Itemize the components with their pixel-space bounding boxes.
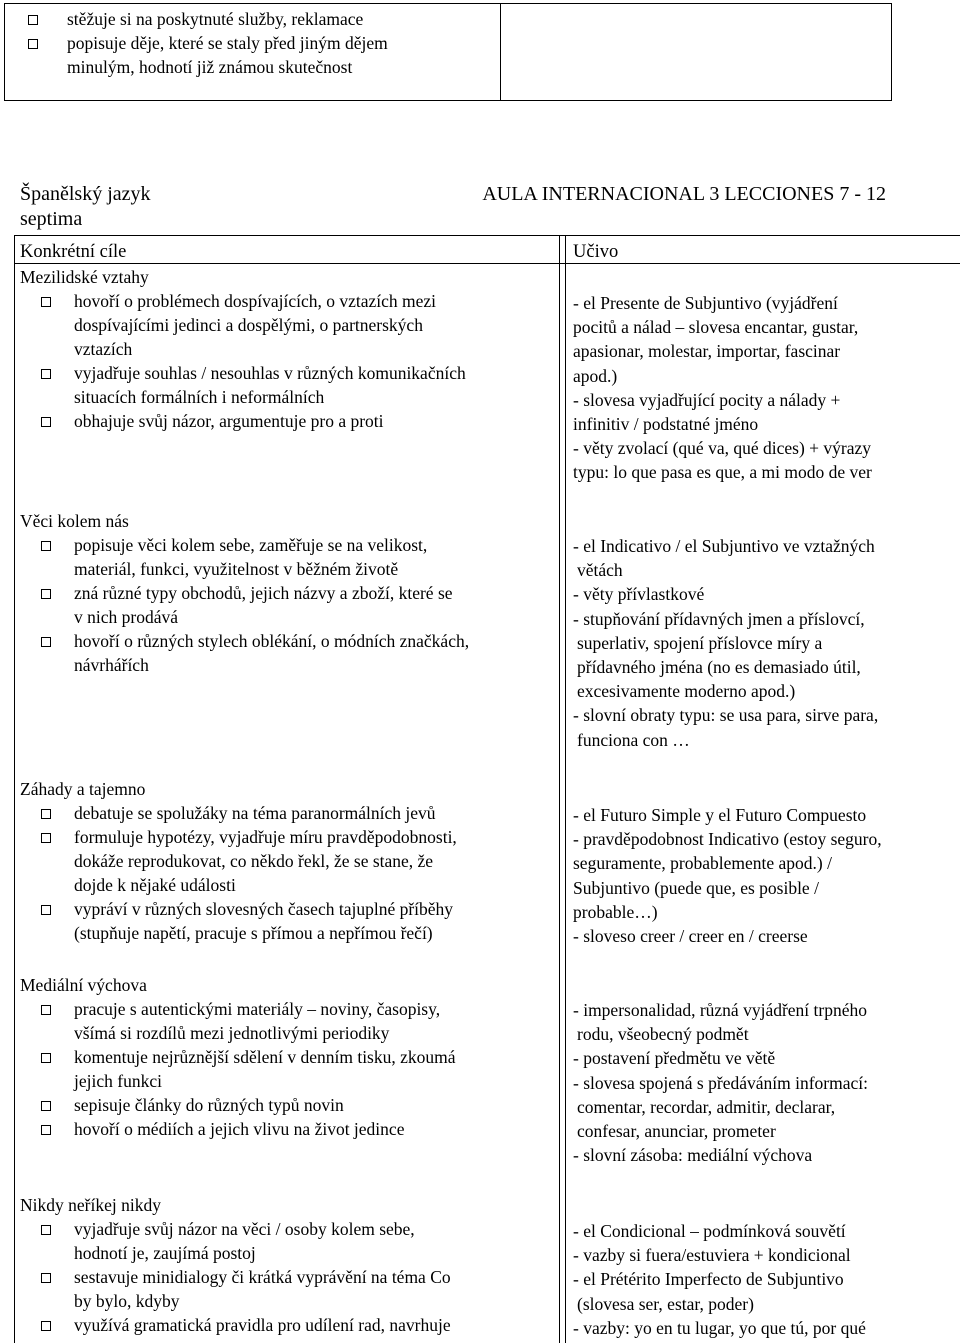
content-line: - el Presente de Subjuntivo (vyjádření — [573, 293, 838, 313]
list-item-line: dojde k nějaké události — [74, 875, 236, 895]
content-line: infinitiv / podstatné jméno — [573, 414, 759, 435]
list-item-line: komentuje nejrůznější sdělení v denním tisku, zkoumá — [74, 1047, 456, 1067]
column-header-content: Učivo — [573, 242, 619, 262]
content-line: větách — [577, 560, 623, 581]
content-line: - věty zvolací (qué va, qué dices) + výrazy — [573, 438, 872, 459]
content-line: Subjuntivo (puede que, es posible / — [573, 877, 819, 898]
section-title: Mezilidské vztahy — [20, 267, 149, 287]
list-item-line: využívá gramatická pravidla pro udílení rad, navrhuje — [74, 1315, 451, 1335]
list-item — [20, 1117, 545, 1141]
content-medialni-vychova — [573, 998, 948, 1167]
list-item — [20, 581, 545, 629]
list-item-line: (stupňuje napětí, pracuje s přímou a nepřímou řečí) — [74, 923, 433, 943]
checkbox-bullet-icon — [41, 589, 51, 599]
checkbox-bullet-icon — [28, 39, 38, 49]
section-title: Věci kolem nás — [20, 511, 129, 531]
list-item-line: sestavuje minidialogy či krátká vyprávění na téma Co — [74, 1267, 451, 1287]
content-line: - pravděpodobnost Indicativo (estoy seguro, — [573, 829, 882, 850]
content-line: confesar, anunciar, prometer — [577, 1121, 776, 1142]
section-title: Mediální výchova — [20, 975, 147, 995]
content-mezilidske-vztahy — [573, 291, 948, 485]
content-line: - slovní obraty typu: se usa para, sirve para, — [573, 705, 879, 726]
checkbox-bullet-icon — [41, 1125, 51, 1135]
content-line: seguramente, probablemente apod.) / — [573, 853, 832, 874]
subject-title: Španělský jazyk — [20, 183, 151, 205]
list-item-continuation — [5, 55, 485, 79]
top-table — [4, 3, 892, 101]
content-line: - vazby si fuera/estuviera + kondicional — [573, 1245, 851, 1266]
list-item — [20, 1045, 545, 1093]
list-item-line: obhajuje svůj názor, argumentuje pro a proti — [74, 411, 384, 431]
list-item-line: hovoří o různých stylech oblékání, o módních značkách, — [74, 631, 470, 651]
content-line: (slovesa ser, estar, poder) — [577, 1293, 754, 1314]
section-nikdy-nerikej-nikdy — [20, 1193, 545, 1337]
list-item-line: jejich funkci — [74, 1071, 162, 1091]
content-line: - el Futuro Simple y el Futuro Compuesto — [573, 805, 867, 825]
content-line: rodu, všeobecný podmět — [577, 1024, 749, 1045]
section-title: Záhady a tajemno — [20, 779, 146, 799]
content-line: - věty přívlastkové — [573, 584, 705, 605]
list-item-text: stěžuje si na poskytnuté služby, reklamace — [67, 9, 364, 29]
list-item — [20, 409, 545, 433]
header-row-divider — [14, 263, 960, 264]
list-item-line: vyjadřuje svůj názor na věci / osoby kolem sebe, — [74, 1219, 415, 1239]
list-item-line: popisuje věci kolem sebe, zaměřuje se na velikost, — [74, 535, 428, 555]
content-line: - stupňování přídavných jmen a příslovcí, — [573, 608, 865, 629]
list-item-line: situacích formálních i neformálních — [74, 387, 325, 407]
section-mezilidske-vztahy — [20, 265, 545, 433]
checkbox-bullet-icon — [41, 1005, 51, 1015]
list-item — [20, 897, 545, 945]
list-item-line: pracuje s autentickými materiály – noviny, časopisy, — [74, 999, 441, 1019]
list-item-line: vyjadřuje souhlas / nesouhlas v různých komunikačních — [74, 363, 466, 383]
checkbox-bullet-icon — [41, 1321, 51, 1331]
content-line: pocitů a nálad – slovesa encantar, gustar, — [573, 317, 859, 338]
content-line: - slovesa spojená s předáváním informací: — [573, 1072, 868, 1093]
content-line: probable…) — [573, 901, 658, 922]
checkbox-bullet-icon — [41, 1273, 51, 1283]
top-bullet-list — [5, 7, 485, 79]
list-item-line: formuluje hypotézy, vyjadřuje míru pravděpodobnosti, — [74, 827, 457, 847]
content-line: superlativ, spojení příslovce míry a — [577, 632, 823, 653]
list-item-line: sepisuje články do různých typů novin — [74, 1095, 344, 1115]
list-item-text: minulým, hodnotí již známou skutečnost — [67, 57, 353, 77]
content-line: - impersonalidad, různá vyjádření trpného — [573, 1000, 867, 1020]
content-line: přídavného jména (no es demasiado útil, — [577, 657, 861, 678]
content-line: apod.) — [573, 365, 618, 386]
grade-label: septima — [20, 208, 83, 230]
checkbox-bullet-icon — [41, 637, 51, 647]
section-veci-kolem-nas — [20, 509, 545, 677]
content-line: - vazby: yo en tu lugar, yo que tú, por qué — [573, 1317, 866, 1338]
content-line: - postavení předmětu ve větě — [573, 1048, 776, 1069]
list-item — [20, 1265, 545, 1313]
list-item-line: debatuje se spolužáky na téma paranormálních jevů — [74, 803, 436, 823]
checkbox-bullet-icon — [41, 297, 51, 307]
list-item-line: návrhářích — [74, 655, 149, 675]
checkbox-bullet-icon — [41, 541, 51, 551]
content-line: - slovesa vyjadřující pocity a nálady + — [573, 389, 841, 410]
column-divider-inner — [565, 235, 566, 1343]
list-item — [20, 1093, 545, 1117]
list-item — [20, 1217, 545, 1265]
content-line: - slovní zásoba: mediální výchova — [573, 1145, 813, 1166]
list-item-line: hovoří o problémech dospívajících, o vztazích mezi — [74, 291, 437, 311]
section-title: Nikdy neříkej nikdy — [20, 1195, 161, 1215]
checkbox-bullet-icon — [41, 1053, 51, 1063]
table-border-left — [14, 235, 15, 1343]
checkbox-bullet-icon — [41, 369, 51, 379]
column-divider — [559, 235, 560, 1343]
checkbox-bullet-icon — [41, 905, 51, 915]
list-item — [20, 1313, 545, 1337]
list-item-line: v nich prodává — [74, 607, 178, 627]
content-veci-kolem-nas — [573, 534, 948, 752]
list-item — [20, 533, 545, 581]
list-item — [20, 361, 545, 409]
list-item-line: by bylo, kdyby — [74, 1291, 180, 1311]
list-item-line: dokáže reprodukovat, co někdo řekl, že se stane, že — [74, 851, 434, 871]
checkbox-bullet-icon — [41, 833, 51, 843]
list-item — [5, 31, 485, 55]
content-nikdy-nerikej-nikdy — [573, 1219, 948, 1340]
content-zahady-a-tajemno — [573, 803, 948, 948]
content-line: typu: lo que pasa es que, a mi modo de ver — [573, 462, 872, 483]
list-item — [20, 997, 545, 1045]
checkbox-bullet-icon — [41, 417, 51, 427]
section-zahady-a-tajemno — [20, 777, 545, 945]
content-line: apasionar, molestar, importar, fascinar — [573, 341, 841, 362]
list-item-line: hodnotí je, zaujímá postoj — [74, 1243, 256, 1263]
section-medialni-vychova — [20, 973, 545, 1141]
list-item-line: vztazích — [74, 339, 133, 359]
list-item-line: vypráví v různých slovesných časech tajuplné příběhy — [74, 899, 454, 919]
list-item-line: hovoří o médiích a jejich vlivu na život jedince — [74, 1119, 405, 1139]
list-item — [5, 7, 485, 31]
list-item — [20, 801, 545, 825]
checkbox-bullet-icon — [41, 1225, 51, 1235]
table-divider — [500, 4, 501, 100]
list-item-text: popisuje děje, které se staly před jiným dějem — [67, 33, 388, 53]
list-item — [20, 825, 545, 897]
list-item — [20, 289, 545, 361]
table-border-top — [14, 235, 960, 236]
content-line: - el Condicional – podmínková souvětí — [573, 1221, 846, 1241]
content-line: - sloveso creer / creer en / creerse — [573, 926, 808, 947]
content-line: comentar, recordar, admitir, declarar, — [577, 1096, 836, 1117]
book-title: AULA INTERNACIONAL 3 LECCIONES 7 - 12 — [482, 183, 886, 205]
content-line: - el Prétérito Imperfecto de Subjuntivo — [573, 1269, 844, 1290]
content-line: - el Indicativo / el Subjuntivo ve vztažných — [573, 536, 875, 556]
list-item-line: všímá si rozdílů mezi jednotlivými periodiky — [74, 1023, 390, 1043]
checkbox-bullet-icon — [41, 1101, 51, 1111]
list-item-line: materiál, funkci, využitelnost v běžném životě — [74, 559, 399, 579]
column-header-goals: Konkrétní cíle — [20, 242, 127, 262]
list-item — [20, 629, 545, 677]
checkbox-bullet-icon — [28, 15, 38, 25]
checkbox-bullet-icon — [41, 809, 51, 819]
list-item-line: zná různé typy obchodů, jejich názvy a zboží, které se — [74, 583, 453, 603]
content-line: funciona con … — [577, 729, 690, 750]
list-item-line: dospívajícími jedinci a dospělými, o partnerských — [74, 315, 423, 335]
content-line: excesivamente moderno apod.) — [577, 681, 796, 702]
